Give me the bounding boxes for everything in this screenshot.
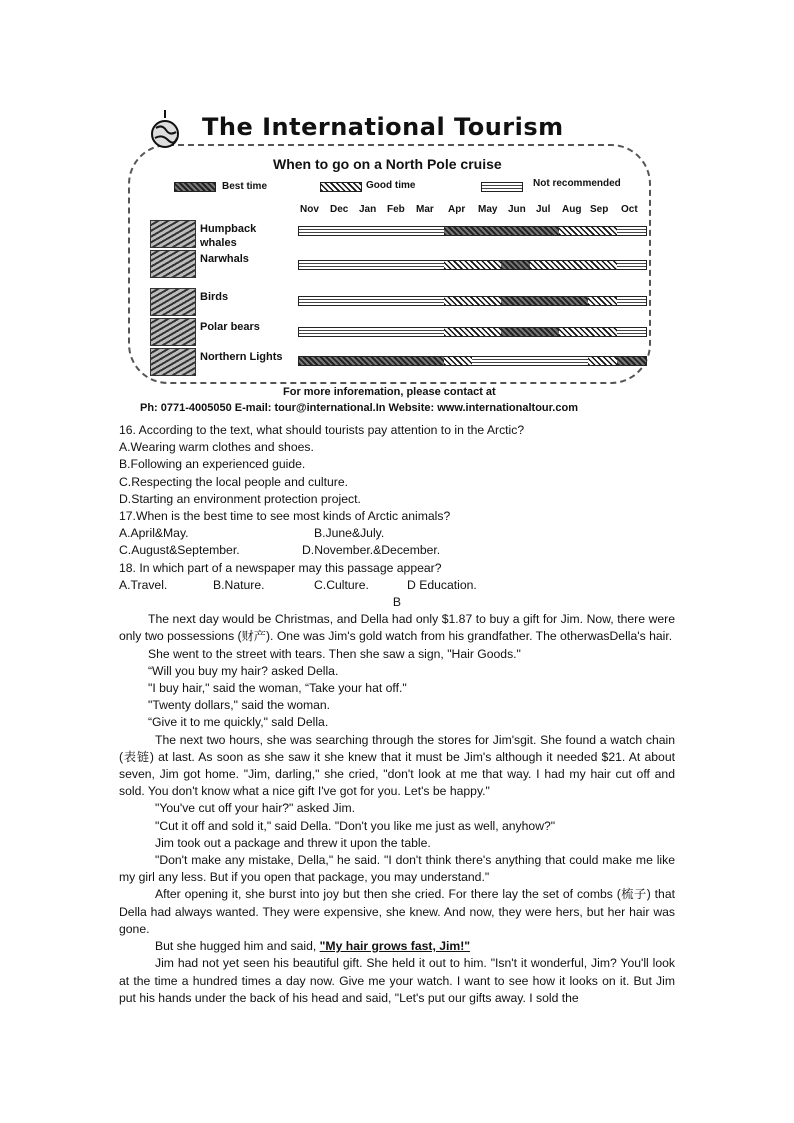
northern-lights-segment-not [473, 357, 589, 365]
northern-lights-segment-best [617, 357, 646, 365]
birds-segment-not [299, 297, 444, 305]
birds-picture [150, 288, 196, 316]
northern-lights-segment-best [299, 357, 444, 365]
passage-paragraph: “Give it to me quickly," sald Della. [148, 715, 329, 730]
month-label-dec: Dec [330, 204, 349, 215]
q16-option-c: C.Respecting the local people and culture. [119, 474, 348, 489]
question-18: 18. In which part of a newspaper may this passage appear? [119, 560, 442, 575]
passage-paragraph: After opening it, she burst into joy but then she cried. For there lay the set of combs (梳子) that Della had always wanted. They were expensive, she knew. And now, they were hers, but her hair was gone. [119, 887, 675, 936]
birds-segment-good [444, 297, 502, 305]
passage-text: But she hugged him and said, [155, 939, 320, 954]
q16-option-b: B.Following an experienced guide. [119, 457, 306, 472]
northern-lights-label: Northern Lights [200, 351, 283, 363]
contact-details: Ph: 0771-4005050 E-mail: tour@international.In Website: www.internationaltour.com [140, 402, 578, 414]
q17-options-row2 [119, 542, 675, 559]
narwhals-segment-not [299, 261, 444, 269]
humpback-whales-segment-not [299, 227, 444, 235]
question-17: 17.When is the best time to see most kinds of Arctic animals? [119, 509, 451, 524]
passage-paragraph: "Cut it off and sold it," said Della. "Don't you like me just as well, anyhow?" [155, 818, 556, 833]
polar-bears-label: Polar bears [200, 321, 260, 333]
legend-not-label: Not recommended [533, 178, 621, 189]
q18-options [119, 577, 675, 594]
month-label-jul: Jul [536, 204, 551, 215]
birds-segment-best [501, 297, 588, 305]
polar-bears-segment-good [444, 328, 502, 336]
humpback-whales-segment-best [444, 227, 560, 235]
birds-bar [298, 296, 647, 306]
narwhals-picture [150, 250, 196, 278]
northern-lights-picture [150, 348, 196, 376]
month-label-oct: Oct [621, 204, 638, 215]
month-label-sep: Sep [590, 204, 609, 215]
q17-option-d: D.November.&December. [302, 543, 441, 558]
narwhals-segment-good [530, 261, 617, 269]
legend-good-swatch [320, 182, 362, 192]
legend-best-label: Best time [222, 181, 268, 192]
passage-paragraph: "Twenty dollars," said the woman. [148, 698, 331, 713]
polar-bears-segment-good [559, 328, 617, 336]
q17-option-c: C.August&September. [119, 543, 240, 558]
passage-paragraph: The next two hours, she was searching through the stores for Jim'sgit. She found a watch chain (表链) at last. As soon as she saw it she knew that it must be Jim's although it needed $21. At about seven, Jim got home. "Jim, darling," she cried, "don't look at me that way. I had my hair cut off and sold. You don't know what a nice gift I've got for you. Let's be happy." [119, 732, 675, 799]
question-16: 16. According to the text, what should tourists pay attention to in the Arctic? [119, 423, 525, 437]
passage-paragraph: Jim took out a package and threw it upon the table. [155, 835, 431, 850]
birds-segment-not [617, 297, 646, 305]
legend-best-swatch [174, 182, 216, 192]
polar-bears-segment-not [299, 328, 444, 336]
narwhals-segment-best [501, 261, 530, 269]
northern-lights-segment-good [444, 357, 473, 365]
month-label-nov: Nov [300, 204, 319, 215]
passage-paragraph: She went to the street with tears. Then she saw a sign, "Hair Goods." [148, 646, 521, 661]
q18-option-a: A.Travel. [119, 577, 168, 592]
narwhals-label: Narwhals [200, 253, 249, 265]
q16-option-d: D.Starting an environment protection project. [119, 491, 361, 506]
polar-bears-segment-not [617, 328, 646, 336]
q17-option-a: A.April&May. [119, 526, 189, 541]
month-label-feb: Feb [387, 204, 405, 215]
q18-option-b: B.Nature. [213, 577, 265, 592]
humpback-whales-segment-good [559, 227, 617, 235]
legend-not-swatch [481, 182, 523, 192]
passage-paragraph: "I buy hair," said the woman, “Take your hat off." [148, 681, 407, 696]
narwhals-segment-good [444, 261, 502, 269]
humpback-whales-bar [298, 226, 647, 236]
narwhals-bar [298, 260, 647, 270]
birds-label: Birds [200, 291, 229, 303]
passage-paragraph: “Will you buy my hair? asked Della. [148, 663, 339, 678]
section-heading: B [392, 595, 402, 610]
globe-icon [150, 108, 180, 150]
passage-paragraph: The next day would be Christmas, and Della had only $1.87 to buy a gift for Jim. Now, there were only two possessions (财产). One was Jim's gold watch from his grandfather. The otherwasDella's hair. [119, 612, 675, 644]
humpback-whales-picture [150, 220, 196, 248]
highlighted-quote: "My hair grows fast, Jim!" [319, 939, 471, 954]
poster-title: The International Tourism [202, 113, 564, 141]
tourism-poster [118, 96, 658, 424]
narwhals-segment-not [617, 261, 646, 269]
q17-options-row1 [119, 525, 675, 542]
northern-lights-segment-good [588, 357, 617, 365]
polar-bears-segment-best [501, 328, 559, 336]
month-label-aug: Aug [562, 204, 582, 215]
legend-good-label: Good time [366, 180, 416, 191]
contact-intro: For more inforemation, please contact at [283, 386, 496, 398]
q18-option-c: C.Culture. [314, 577, 369, 592]
month-label-jun: Jun [508, 204, 526, 215]
northern-lights-bar [298, 356, 647, 366]
q16-option-a: A.Wearing warm clothes and shoes. [119, 440, 314, 455]
humpback-whales-segment-not [617, 227, 646, 235]
passage-paragraph [119, 938, 675, 955]
month-label-mar: Mar [416, 204, 434, 215]
birds-segment-good [588, 297, 617, 305]
month-label-may: May [478, 204, 498, 215]
polar-bears-picture [150, 318, 196, 346]
passage-paragraph: Jim had not yet seen his beautiful gift. She held it out to him. "Isn't it wonderful, Jim? You'll look at the time a hundred times a day now. Give me your watch. I want to see how it looks on it. But Jim put his hands under the back of his head and said, "Let's put our gifts away. I sold the [119, 956, 675, 1005]
passage-paragraph: "Don't make any mistake, Della," he said. "I don't think there's anything that could make me like my girl any less. But if you open that package, you may understand." [119, 853, 675, 885]
month-label-apr: Apr [448, 204, 466, 215]
humpback-whales-label: Humpback whales [200, 223, 257, 249]
q17-option-b: B.June&July. [314, 526, 385, 541]
q18-option-d: D Education. [407, 577, 477, 592]
month-label-jan: Jan [359, 204, 377, 215]
passage-paragraph: "You've cut off your hair?" asked Jim. [155, 801, 355, 816]
cruise-title: When to go on a North Pole cruise [273, 156, 502, 172]
polar-bears-bar [298, 327, 647, 337]
exam-text [119, 422, 675, 1007]
